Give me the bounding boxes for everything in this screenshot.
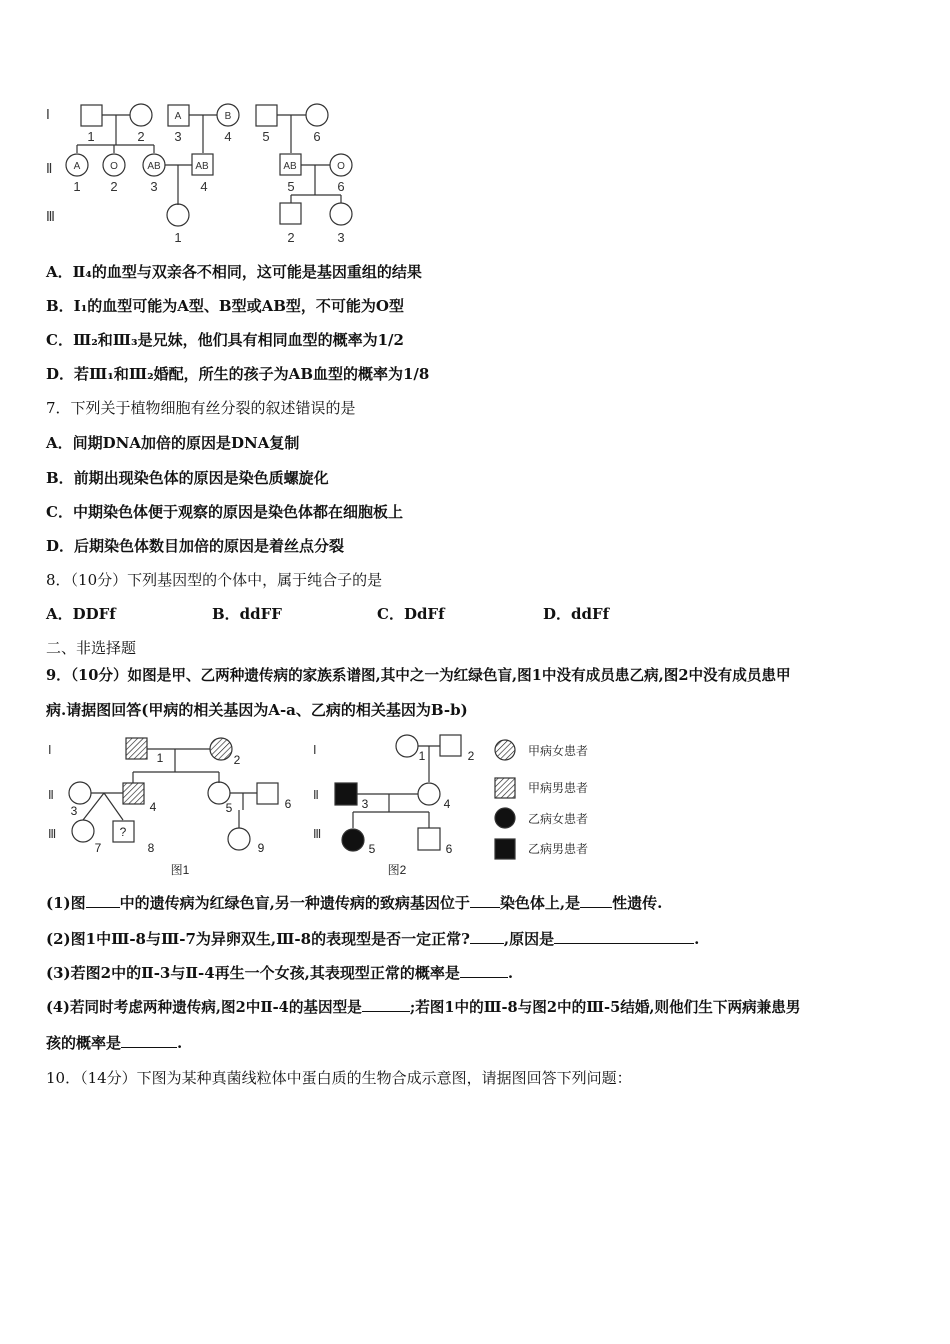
blood-label-I3: A — [174, 111, 182, 122]
figure-1-pedigree — [40, 728, 302, 878]
fig1-male-I1-affected — [126, 738, 147, 759]
blood-label-II1: A — [73, 161, 81, 172]
legend-hatched-circle-icon — [495, 740, 515, 760]
num-III3: 3 — [337, 230, 345, 245]
figure-2-pedigree — [305, 728, 475, 878]
legend-label-4: 乙病男患者 — [528, 842, 589, 856]
q7-option-a: A．间期DNA加倍的原因是DNA复制 — [46, 434, 300, 452]
q9-sub4: (4)若同时考虑两种遗传病,图2中Ⅱ-4的基因型是 ;若图1中的Ⅲ-8与图2中的Ⅲ-5结婚,则他们生下两病兼患男 — [46, 999, 801, 1016]
num-II4: 4 — [200, 179, 208, 194]
fig1-num-6: 6 — [284, 797, 292, 811]
num-III2: 2 — [287, 230, 295, 245]
svg-text:Ⅲ: Ⅲ — [48, 827, 57, 841]
q7-stem: 7．下列关于植物细胞有丝分裂的叙述错误的是 — [46, 399, 356, 417]
gen-label-1: Ⅰ — [46, 107, 50, 122]
fig2-num-2: 2 — [467, 749, 475, 763]
fig1-num-7: 7 — [94, 841, 102, 855]
fig1-unknown-mark: ? — [119, 825, 127, 839]
fig1-female-II3 — [69, 782, 91, 804]
pedigree-female-I2 — [130, 104, 152, 126]
fig2-num-3: 3 — [361, 797, 369, 811]
num-II5: 5 — [287, 179, 295, 194]
pedigree-female-I6 — [306, 104, 328, 126]
svg-text:Ⅱ: Ⅱ — [313, 788, 319, 802]
pedigree-male-I5 — [256, 105, 277, 126]
num-I3: 3 — [174, 129, 182, 144]
fig1-num-5: 5 — [225, 801, 233, 815]
legend-hatched-square-icon — [495, 778, 515, 798]
blood-label-II3: AB — [147, 161, 161, 172]
q7-option-d: D．后期染色体数目加倍的原因是着丝点分裂 — [46, 537, 345, 555]
fig2-male-III6 — [418, 828, 440, 850]
q9-sub2: (2)图1中Ⅲ-8与Ⅲ-7为异卵双生,Ⅲ-8的表现型是否一定正常? ,原因是 . — [46, 930, 700, 948]
q6-option-a: A．Ⅱ₄的血型与双亲各不相同，这可能是基因重组的结果 — [46, 263, 422, 281]
svg-text:Ⅱ: Ⅱ — [48, 788, 54, 802]
num-I4: 4 — [224, 129, 232, 144]
num-II6: 6 — [337, 179, 345, 194]
fig2-num-6: 6 — [445, 842, 453, 856]
pedigree-male-I1 — [81, 105, 102, 126]
fig1-male-II4-affected — [123, 783, 144, 804]
blank-2[interactable] — [470, 893, 500, 908]
blank-7[interactable] — [362, 997, 410, 1012]
blank-5[interactable] — [554, 929, 694, 944]
fig1-female-III9 — [228, 828, 250, 850]
blood-label-I4: B — [224, 111, 232, 122]
q8-option-c: C．DdFf — [377, 605, 445, 623]
pedigree-female-III1 — [167, 204, 189, 226]
blank-4[interactable] — [470, 929, 504, 944]
q9-sub1: (1)图 中的遗传病为红绿色盲,另一种遗传病的致病基因位于 染色体上,是 性遗传. — [46, 894, 663, 912]
legend-label-1: 甲病女患者 — [528, 744, 589, 758]
legend-filled-circle-icon — [495, 808, 515, 828]
fig1-num-9: 9 — [257, 841, 265, 855]
blood-label-II5: AB — [283, 161, 297, 172]
fig1-num-1: 1 — [156, 751, 164, 765]
q9-sub3: (3)若图2中的Ⅱ-3与Ⅱ-4再生一个女孩,其表现型正常的概率是 . — [46, 964, 514, 982]
fig2-num-1: 1 — [418, 749, 426, 763]
gen-label-2: Ⅱ — [46, 161, 53, 176]
blood-label-II6: O — [337, 161, 345, 172]
fig2-male-II3-affected — [335, 783, 357, 805]
q6-option-c: C．Ⅲ₂和Ⅲ₃是兄妹，他们具有相同血型的概率为1/2 — [46, 331, 404, 349]
fig2-female-II4 — [418, 783, 440, 805]
num-II3: 3 — [150, 179, 158, 194]
fig1-female-III7 — [72, 820, 94, 842]
num-II2: 2 — [110, 179, 118, 194]
section-heading: 二、非选择题 — [46, 639, 137, 657]
num-II1: 1 — [73, 179, 81, 194]
blank-6[interactable] — [460, 963, 508, 978]
blank-3[interactable] — [580, 893, 612, 908]
svg-text:Ⅲ: Ⅲ — [313, 827, 322, 841]
fig1-num-3: 3 — [70, 804, 78, 818]
gen-label-3: Ⅲ — [46, 209, 55, 224]
fig1-num-2: 2 — [233, 753, 241, 767]
num-I2: 2 — [137, 129, 145, 144]
fig2-female-III5-affected — [342, 829, 364, 851]
fig2-female-I1 — [396, 735, 418, 757]
pedigree-legend — [490, 735, 620, 865]
blank-8[interactable] — [121, 1033, 177, 1048]
blood-label-II4: AB — [195, 161, 209, 172]
svg-text:Ⅰ: Ⅰ — [48, 743, 52, 757]
fig2-num-4: 4 — [443, 797, 451, 811]
fig1-num-4: 4 — [149, 800, 157, 814]
fig1-male-II6 — [257, 783, 278, 804]
svg-text:Ⅰ: Ⅰ — [313, 743, 317, 757]
q6-option-d: D．若Ⅲ₁和Ⅲ₂婚配，所生的孩子为AB血型的概率为1/8 — [46, 365, 430, 383]
legend-label-3: 乙病女患者 — [528, 812, 589, 826]
fig1-caption: 图1 — [170, 863, 190, 877]
num-III1: 1 — [174, 230, 182, 245]
q8-option-d: D．ddFf — [543, 605, 610, 623]
fig2-num-5: 5 — [368, 842, 376, 856]
pedigree-male-III2 — [280, 203, 301, 224]
q9-stem-line2: 病.请据图回答(甲病的相关基因为A-a、乙病的相关基因为B-b) — [46, 701, 468, 719]
fig2-male-I2 — [440, 735, 461, 756]
q6-option-b: B．I₁的血型可能为A型、B型或AB型，不可能为O型 — [46, 297, 404, 315]
q8-option-a: A．DDFf — [46, 605, 116, 623]
legend-filled-square-icon — [495, 839, 515, 859]
num-I6: 6 — [313, 129, 321, 144]
q7-option-c: C．中期染色体便于观察的原因是染色体都在细胞板上 — [46, 503, 403, 521]
q10-stem: 10．（14分）下图为某种真菌线粒体中蛋白质的生物合成示意图，请据图回答下列问题： — [46, 1069, 632, 1087]
fig1-num-8: 8 — [147, 841, 155, 855]
blood-type-pedigree — [40, 95, 370, 247]
q7-option-b: B．前期出现染色体的原因是染色质螺旋化 — [46, 469, 329, 487]
blood-label-II2: O — [110, 161, 118, 172]
q9-stem-line1: 9．（10分）如图是甲、乙两种遗传病的家族系谱图,其中之一为红绿色盲,图1中没有成员患乙病,图2中没有成员患甲 — [46, 667, 791, 684]
q8-stem: 8．（10分）下列基因型的个体中，属于纯合子的是 — [46, 571, 383, 589]
q8-option-b: B．ddFF — [212, 605, 282, 623]
blank-1[interactable] — [86, 893, 120, 908]
num-I5: 5 — [262, 129, 270, 144]
num-I1: 1 — [87, 129, 95, 144]
fig1-female-I2-affected — [210, 738, 232, 760]
legend-label-2: 甲病男患者 — [528, 781, 589, 795]
pedigree-female-III3 — [330, 203, 352, 225]
fig2-caption: 图2 — [387, 863, 407, 877]
q9-sub4-cont: 孩的概率是 . — [46, 1034, 183, 1052]
